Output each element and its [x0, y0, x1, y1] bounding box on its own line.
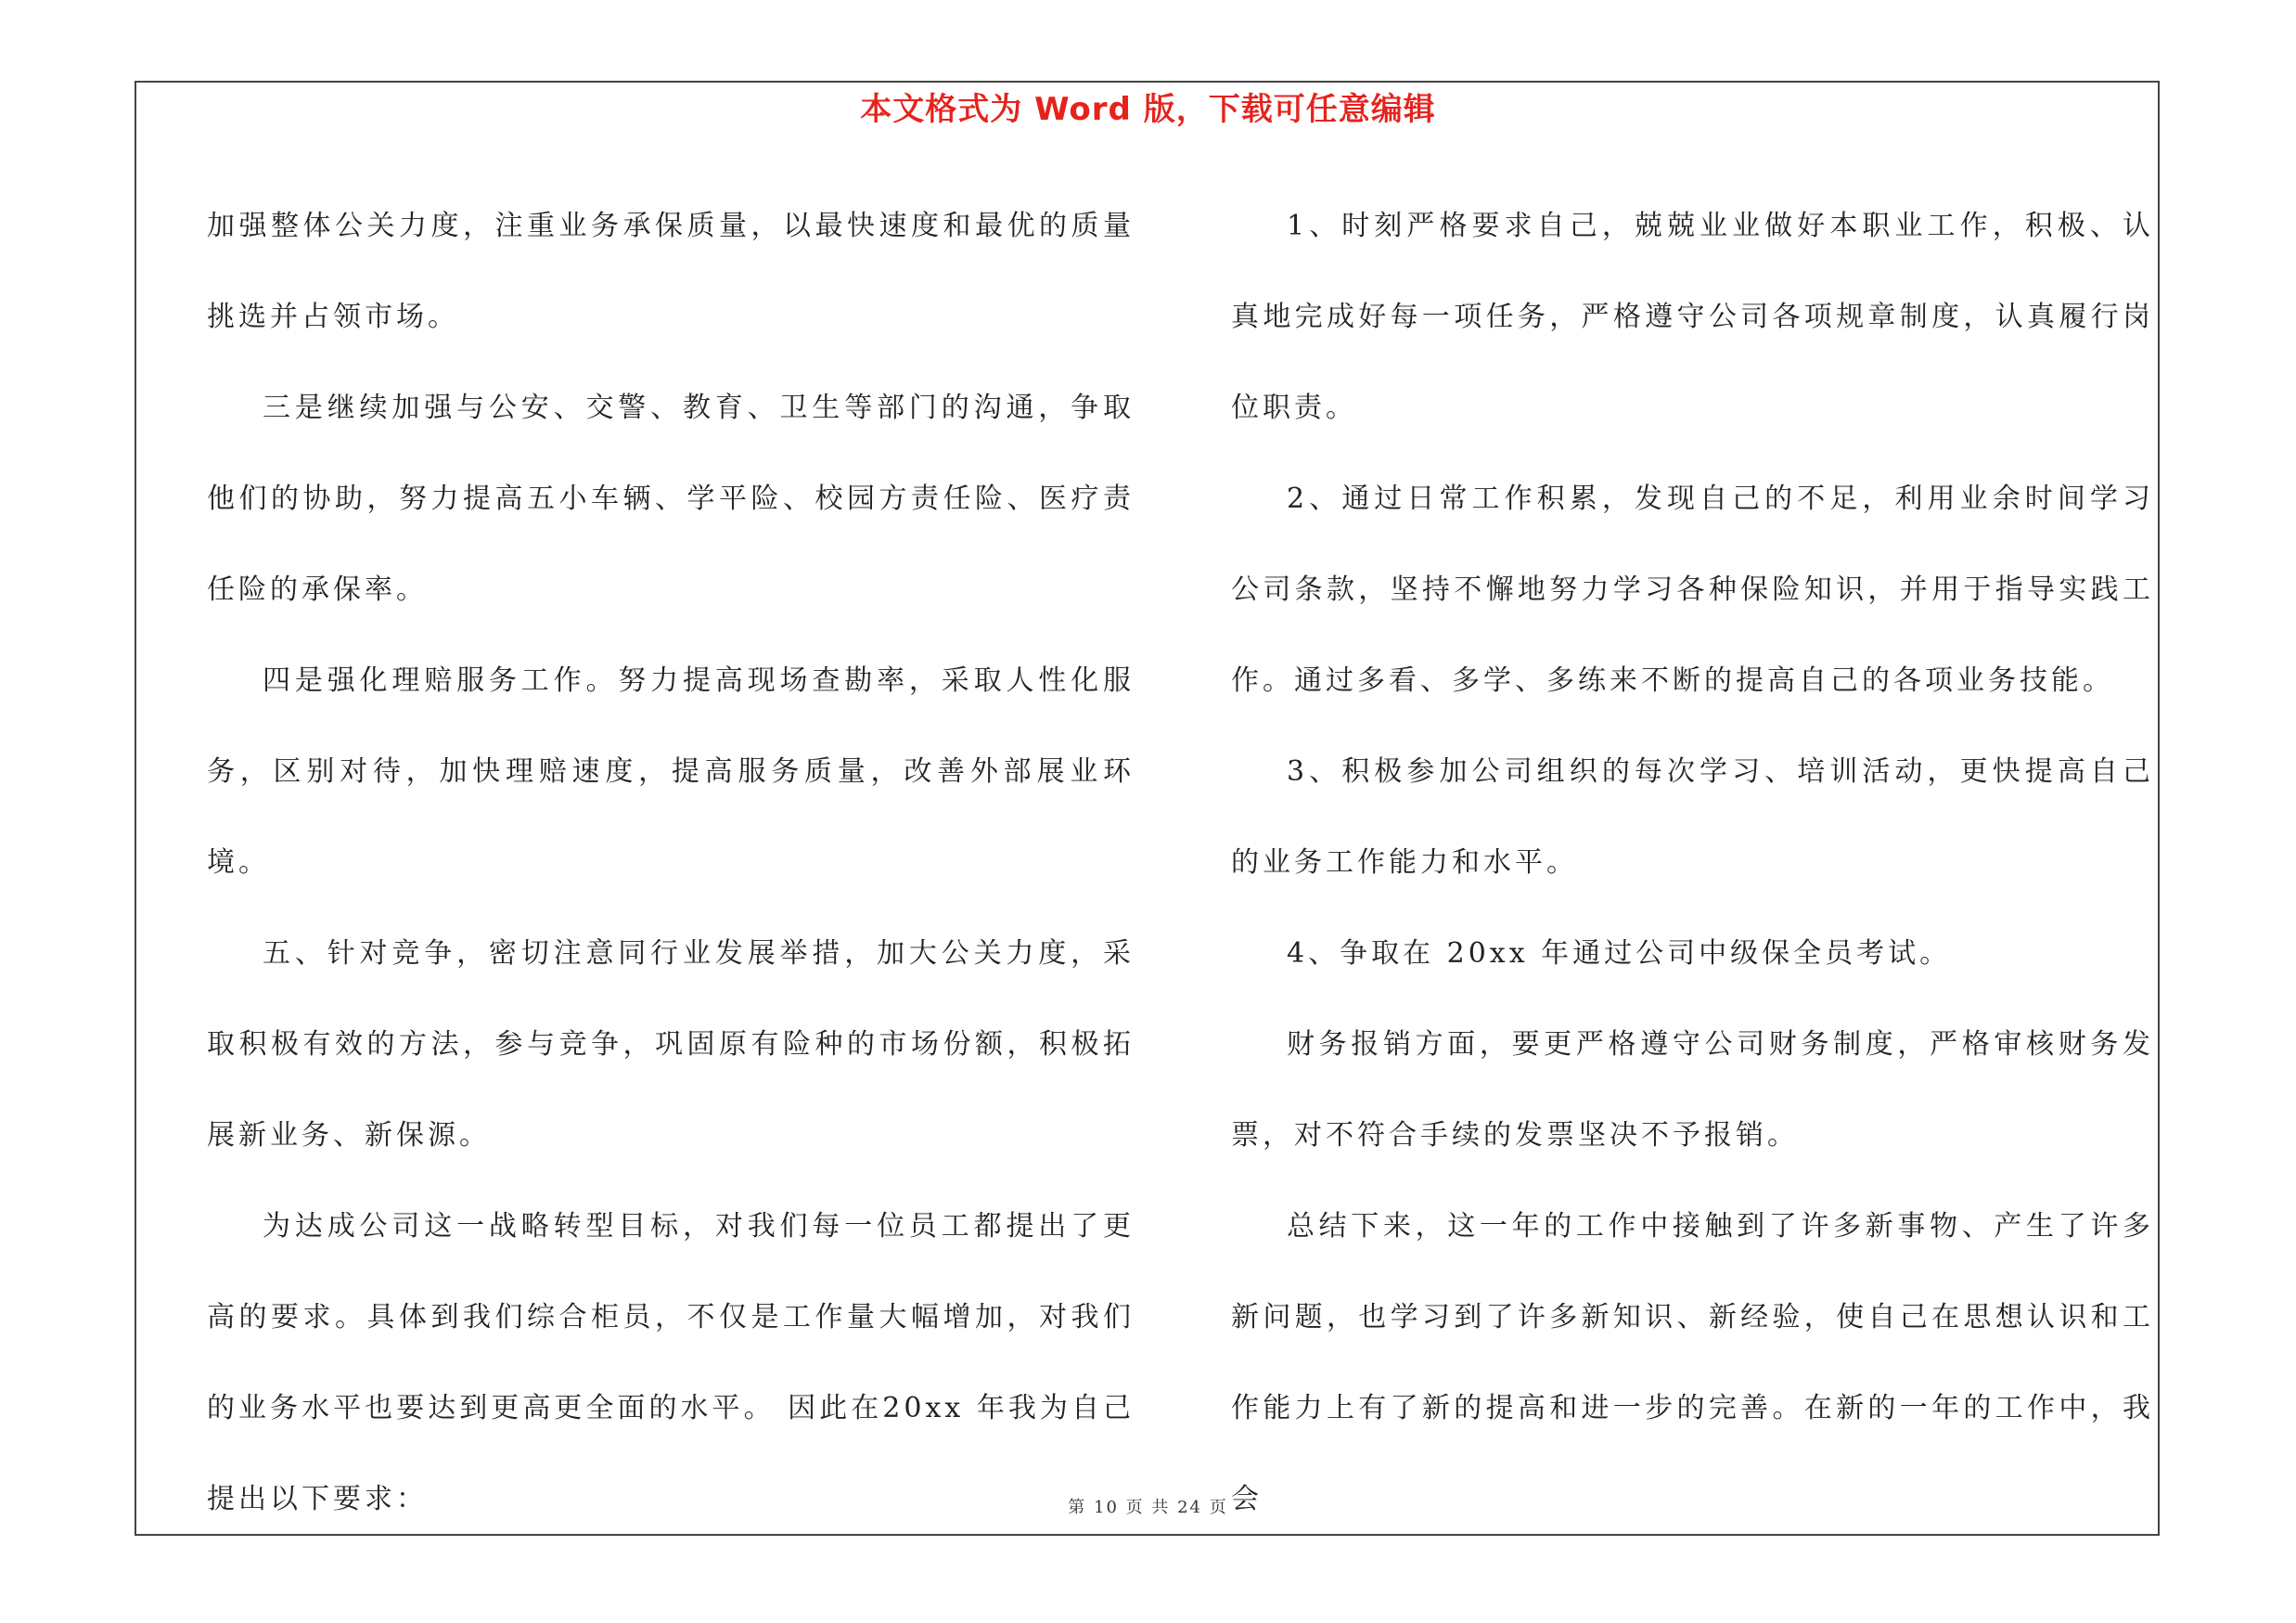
right-column [1231, 181, 2154, 1545]
paragraph: 2、通过日常工作积累，发现自己的不足，利用业余时间学习公司条款，坚持不懈地努力学习各种保险知识，并用于指导实践工作。通过多看、多学、多练来不断的提高自己的各项业务技能。 [1231, 483, 2154, 697]
paragraph: 四是强化理赔服务工作。努力提高现场查勘率，采取人性化服务，区别对待，加快理赔速度，提高服务质量，改善外部展业环境。 [207, 664, 1135, 879]
paragraph: 加强整体公关力度，注重业务承保质量，以最快速度和最优的质量挑选并占领市场。 [207, 210, 1135, 333]
paragraph: 1、时刻严格要求自己，兢兢业业做好本职业工作，积极、认真地完成好每一项任务，严格遵守公司各项规章制度，认真履行岗位职责。 [1231, 210, 2154, 424]
left-column [207, 181, 1135, 1545]
format-banner: 本文格式为 Word 版，下载可任意编辑 [860, 91, 1436, 128]
paragraph: 为达成公司这一战略转型目标，对我们每一位员工都提出了更高的要求。具体到我们综合柜员，不仅是工作量大幅增加，对我们的业务水平也要达到更高更全面的水平。 因此在20xx 年我为自己提出以下要求： [207, 1210, 1135, 1515]
page-number: 第 10 页 共 24 页 [1068, 1498, 1228, 1517]
paragraph: 4、争取在 20xx 年通过公司中级保全员考试。 [1287, 937, 1952, 970]
paragraph: 三是继续加强与公安、交警、教育、卫生等部门的沟通，争取他们的协助，努力提高五小车辆、学平险、校园方责任险、医疗责任险的承保率。 [207, 392, 1135, 606]
paragraph: 五、针对竞争，密切注意同行业发展举措，加大公关力度，采取积极有效的方法，参与竞争，巩固原有险种的市场份额，积极拓展新业务、新保源。 [207, 937, 1135, 1152]
paragraph: 财务报销方面，要更严格遵守公司财务制度，严格审核财务发票，对不符合手续的发票坚决不予报销。 [1231, 1028, 2154, 1152]
paragraph: 总结下来，这一年的工作中接触到了许多新事物、产生了许多新问题，也学习到了许多新知识、新经验，使自己在思想认识和工作能力上有了新的提高和进一步的完善。在新的一年的工作中，我会 [1231, 1210, 2154, 1515]
paragraph: 3、积极参加公司组织的每次学习、培训活动，更快提高自己的业务工作能力和水平。 [1231, 755, 2154, 879]
